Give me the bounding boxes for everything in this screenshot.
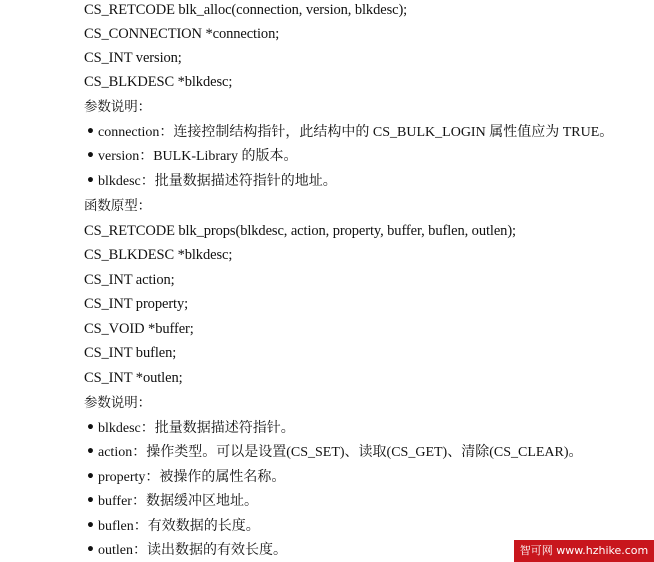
param-item bbox=[86, 516, 260, 537]
params-heading: 参数说明： bbox=[84, 99, 151, 115]
param-item bbox=[86, 418, 295, 439]
param-text: property：被操作的属性名称。 bbox=[98, 470, 286, 485]
bullet-icon: • bbox=[86, 469, 95, 485]
code-line: CS_RETCODE blk_props(blkdesc, action, property, buffer, buflen, outlen); bbox=[84, 223, 516, 239]
param-text: blkdesc：批量数据描述符指针的地址。 bbox=[98, 174, 337, 189]
param-text: blkdesc：批量数据描述符指针。 bbox=[98, 421, 295, 436]
bullet-icon: • bbox=[86, 173, 95, 189]
param-item bbox=[86, 146, 297, 167]
param-text: connection：连接控制结构指针，此结构中的 CS_BULK_LOGIN 属性值应为 TRUE。 bbox=[98, 125, 614, 140]
code-line: CS_VOID *buffer; bbox=[84, 321, 194, 337]
bullet-icon: • bbox=[86, 444, 95, 460]
bullet-icon: • bbox=[86, 148, 95, 164]
param-item bbox=[86, 171, 337, 192]
bullet-icon: • bbox=[86, 518, 95, 534]
code-line: CS_BLKDESC *blkdesc; bbox=[84, 247, 233, 263]
bullet-icon: • bbox=[86, 420, 95, 436]
param-text: buffer：数据缓冲区地址。 bbox=[98, 494, 258, 509]
code-line: CS_INT version; bbox=[84, 50, 182, 66]
code-line: CS_INT action; bbox=[84, 272, 175, 288]
site-watermark: 智可网 www.hzhike.com bbox=[514, 540, 654, 562]
param-item bbox=[86, 540, 287, 561]
param-text: buflen：有效数据的长度。 bbox=[98, 519, 260, 534]
code-line: CS_BLKDESC *blkdesc; bbox=[84, 74, 233, 90]
param-item bbox=[86, 491, 258, 512]
bullet-icon: • bbox=[86, 542, 95, 558]
param-text: action：操作类型。可以是设置(CS_SET)、读取(CS_GET)、清除(CS_CLEAR)。 bbox=[98, 445, 583, 460]
param-item bbox=[86, 442, 583, 463]
param-item bbox=[86, 467, 285, 488]
code-line: CS_INT *outlen; bbox=[84, 370, 183, 386]
code-line: CS_CONNECTION *connection; bbox=[84, 26, 280, 42]
bullet-icon: • bbox=[86, 493, 95, 509]
param-item bbox=[86, 122, 613, 143]
code-line: CS_INT buflen; bbox=[84, 345, 177, 361]
code-line: CS_RETCODE blk_alloc(connection, version, blkdesc); bbox=[84, 2, 408, 18]
param-text: version：BULK-Library 的版本。 bbox=[98, 149, 298, 164]
bullet-icon: • bbox=[86, 124, 95, 140]
code-line: CS_INT property; bbox=[84, 296, 189, 312]
params-heading: 参数说明： bbox=[84, 395, 151, 411]
param-text: outlen：读出数据的有效长度。 bbox=[98, 543, 287, 558]
prototype-heading: 函数原型： bbox=[84, 198, 151, 214]
